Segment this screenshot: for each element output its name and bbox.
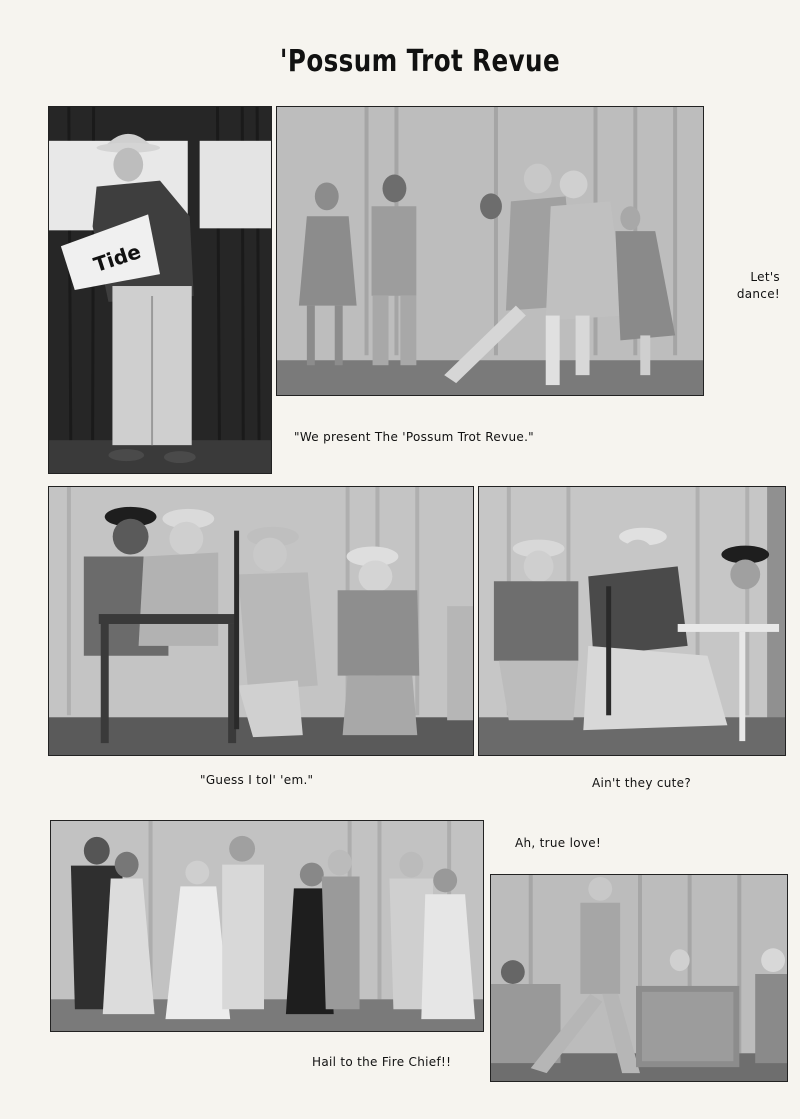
photo-stage-scene	[490, 874, 788, 1082]
photo-group-at-table	[48, 486, 474, 756]
photo-couples-lineup	[50, 820, 484, 1032]
photo-square-dance	[276, 106, 704, 396]
caption-guess-i-tol: "Guess I tol' 'em."	[200, 773, 314, 787]
caption-we-present: "We present The 'Possum Trot Revue."	[294, 430, 535, 444]
caption-lets-dance-line-2: dance!	[736, 287, 780, 301]
svg-text:Tide: Tide	[91, 240, 144, 277]
photo-man-with-pipe	[478, 486, 786, 756]
page-title: 'Possum Trot Revue	[279, 44, 561, 79]
caption-true-love: Ah, true love!	[515, 836, 602, 850]
caption-aint-they-cute: Ain't they cute?	[592, 776, 692, 790]
caption-lets-dance-line-1: Let's	[750, 270, 780, 284]
caption-fire-chief: Hail to the Fire Chief!!	[312, 1055, 452, 1069]
photo-man-reading-newspaper	[48, 106, 272, 474]
